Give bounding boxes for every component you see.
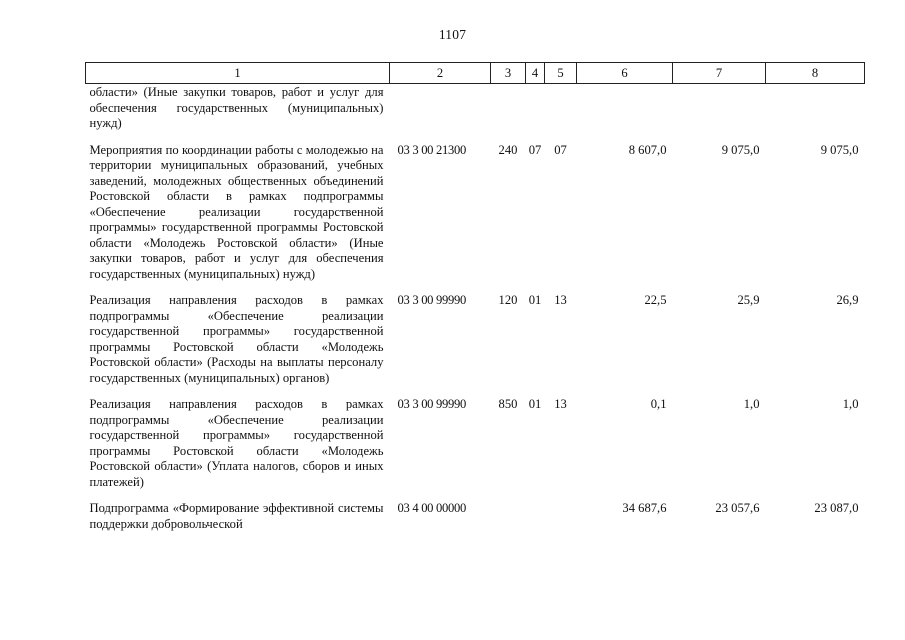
header-col-7: 7 (673, 63, 766, 84)
row-target-code (390, 84, 491, 138)
row-target-code: 03 3 00 99990 (397, 293, 467, 307)
table-row (86, 288, 865, 392)
row-value-year-2 (673, 84, 766, 138)
budget-table (85, 62, 865, 532)
row-expense-type: 120 (498, 293, 518, 307)
row-expense-type: 850 (498, 397, 518, 411)
row-value-year-1: 8 607,0 (628, 142, 667, 157)
row-value-year-1 (577, 84, 673, 138)
row-description: Подпрограмма «Формирование эффективной системы поддержки добровольческой (89, 501, 384, 531)
row-section: 07 (528, 142, 542, 157)
row-description: Реализация направления расходов в рамках подпрограммы «Обеспечение реализации государственной программы» государственной программы Ростовской области «Молодежь Ростовской области» (Уплата налогов, сборов и иных платежей) (89, 397, 384, 489)
row-value-year-3: 23 087,0 (814, 501, 859, 515)
row-subsection (545, 84, 577, 138)
row-target-code: 03 4 00 00000 (397, 501, 467, 515)
row-value-year-3: 26,9 (836, 293, 859, 307)
row-value-year-2: 9 075,0 (721, 142, 760, 157)
row-expense-type (491, 496, 526, 532)
header-col-8: 8 (766, 63, 865, 84)
row-value-year-3: 1,0 (842, 397, 859, 411)
header-col-1: 1 (86, 63, 390, 84)
table-row (86, 138, 865, 289)
header-col-5: 5 (545, 63, 577, 84)
header-col-6: 6 (577, 63, 673, 84)
row-value-year-1: 34 687,6 (622, 501, 667, 515)
row-description: Мероприятия по координации работы с молодежью на территории муниципальных образований, учебных заведений, молодежных общественных объединений Ростовской области в рамках подпрограммы «Обеспечение реализации государственной программы» государственной программы Ростовской области «Молодежь Ростовской области» (Иные закупки товаров, работ и услуг для обеспечения государственных (муниципальных) нужд) (89, 142, 384, 281)
page-number: 1107 (438, 27, 467, 42)
row-subsection: 13 (554, 397, 567, 411)
table-row (86, 392, 865, 496)
table-row (86, 84, 865, 138)
row-value-year-2: 23 057,6 (715, 501, 760, 515)
row-expense-type: 240 (498, 142, 518, 157)
row-description: области» (Иные закупки товаров, работ и услуг для обеспечения государственных (муниципальных) нужд) (89, 85, 384, 130)
row-value-year-2: 25,9 (737, 293, 760, 307)
row-section: 01 (528, 397, 542, 411)
header-row (86, 63, 865, 84)
row-section: 01 (528, 293, 542, 307)
row-description: Реализация направления расходов в рамках подпрограммы «Обеспечение реализации государственной программы» государственной программы Ростовской области «Молодежь Ростовской области» (Расходы на выплаты персоналу государственных (муниципальных) органов) (89, 293, 384, 385)
row-value-year-3 (766, 84, 865, 138)
row-value-year-2: 1,0 (743, 397, 760, 411)
row-expense-type (491, 84, 526, 138)
header-col-3: 3 (491, 63, 526, 84)
row-section (526, 496, 545, 532)
table-row (86, 496, 865, 532)
header-col-4: 4 (526, 63, 545, 84)
row-target-code: 03 3 00 21300 (397, 142, 467, 157)
row-value-year-3: 9 075,0 (820, 142, 859, 157)
row-value-year-1: 22,5 (644, 293, 667, 307)
row-target-code: 03 3 00 99990 (397, 397, 467, 411)
row-subsection: 07 (554, 142, 567, 157)
header-col-2: 2 (390, 63, 491, 84)
row-value-year-1: 0,1 (650, 397, 667, 411)
row-section (526, 84, 545, 138)
row-subsection (545, 496, 577, 532)
row-subsection: 13 (554, 293, 567, 307)
